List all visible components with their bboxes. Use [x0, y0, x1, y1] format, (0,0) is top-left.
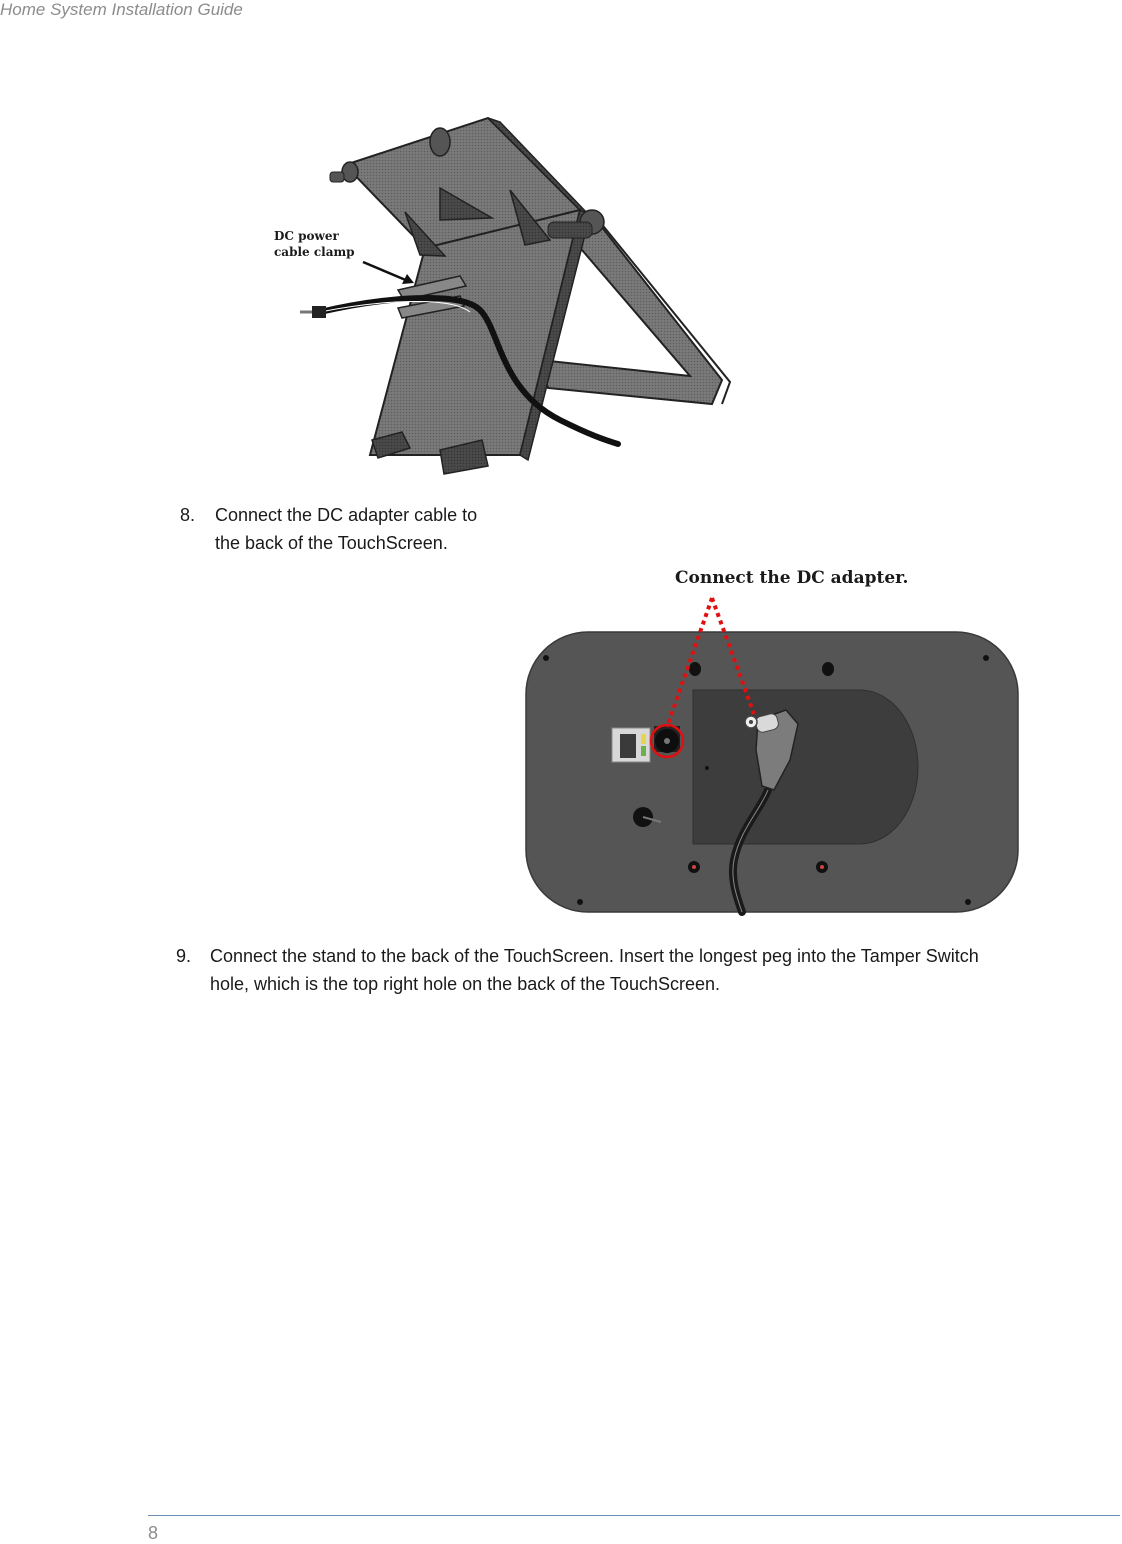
- stand-panel: [370, 210, 580, 455]
- stand-illustration: [270, 110, 740, 480]
- step-8: [180, 501, 540, 557]
- footer-rule: [148, 1515, 1120, 1516]
- running-header: Home System Installation Guide: [0, 0, 243, 19]
- step-9: [176, 942, 1116, 998]
- step-text-line2: the back of the TouchScreen.: [215, 533, 448, 553]
- cable-clamp-label-line1: DC power: [274, 229, 339, 243]
- step-text-line1: Connect the DC adapter cable to: [215, 505, 478, 525]
- dc-adapter-callout: Connect the DC adapter.: [675, 568, 909, 588]
- battery-compartment: [693, 690, 918, 844]
- step-text-line2: hole, which is the top right hole on the back of the TouchScreen.: [210, 974, 720, 994]
- step-number: 9.: [176, 946, 192, 966]
- step-text-line1: Connect the stand to the back of the TouchScreen. Insert the longest peg into the Tamper Switch: [210, 946, 979, 966]
- touchscreen-back-illustration: [520, 560, 1025, 920]
- page-number: 8: [148, 1523, 159, 1543]
- callout-arrow: [363, 262, 408, 281]
- tamper-switch-hole: [822, 662, 834, 676]
- cable-clamp-label-line2: cable clamp: [274, 245, 355, 259]
- hole-top-left: [689, 662, 701, 676]
- step-number: 8.: [180, 505, 196, 525]
